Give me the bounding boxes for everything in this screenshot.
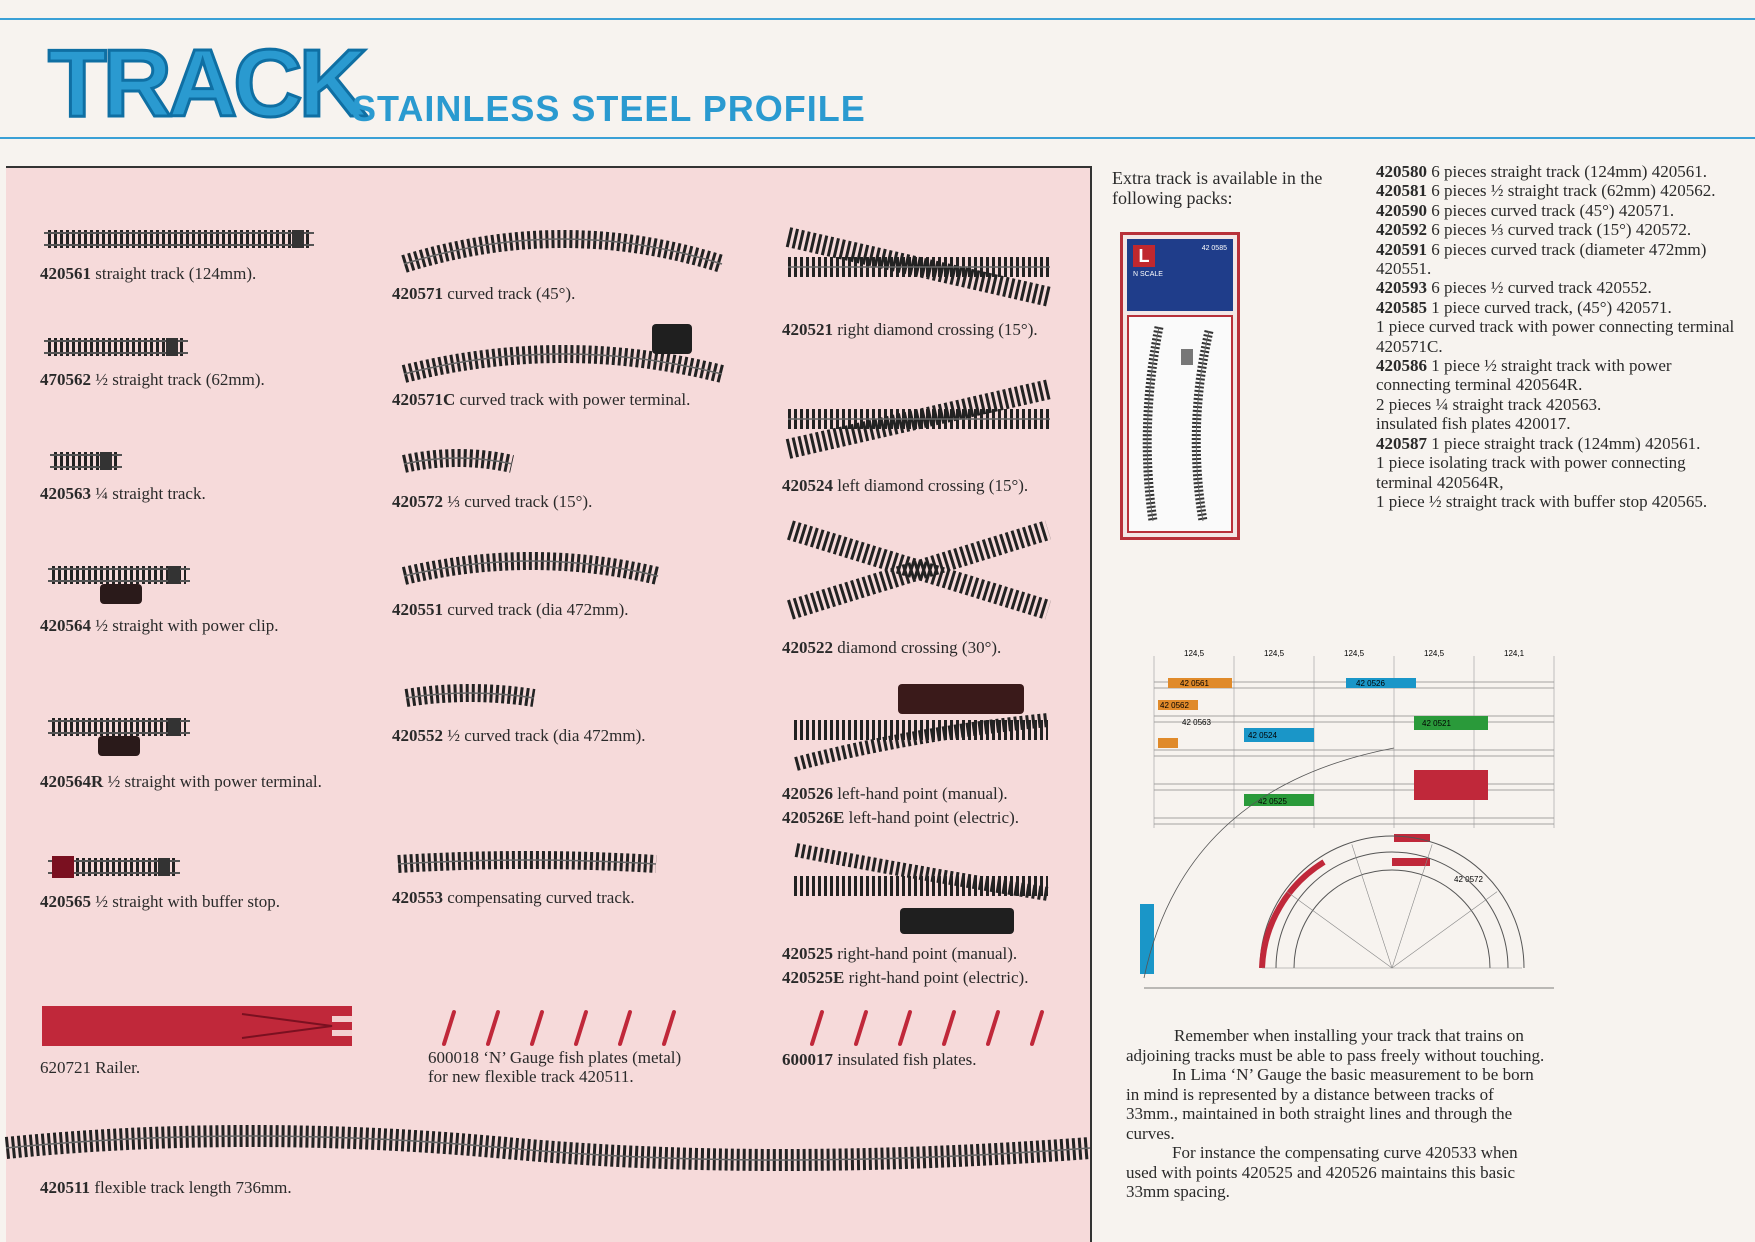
straight-track-420561-image xyxy=(44,224,314,254)
spacing-note-paragraph-3: For instance the compensating curve 420533 when used with points 420525 and 420526 maintains this basic 33mm spacing. xyxy=(1126,1143,1518,1201)
pack-code: 420586 xyxy=(1376,356,1427,376)
pack-item xyxy=(1376,317,1736,356)
left-diamond-crossing-420524-image xyxy=(784,376,1054,462)
diagram-track-label: 42 0572 xyxy=(1454,875,1483,884)
spacing-note xyxy=(1126,1026,1546,1202)
straight-track-420564R-image xyxy=(48,712,190,742)
lima-logo: L xyxy=(1133,245,1155,267)
pack-code: 420591 xyxy=(1376,239,1427,259)
header-rule xyxy=(0,137,1755,139)
caption-420563: 420563 ¼ straight track. xyxy=(40,484,206,503)
pack-box-image xyxy=(1120,232,1240,540)
diagram-track-label: 42 0524 xyxy=(1248,731,1277,740)
right-diamond-crossing-420521-image xyxy=(784,224,1054,310)
spacing-note-paragraph-1: Remember when installing your track that trains on adjoining tracks must be able to pass freely without touching. xyxy=(1126,1026,1545,1065)
diagram-dim-label: 124,5 xyxy=(1344,649,1365,658)
track-logo xyxy=(48,30,364,137)
diagram-dim-label: 124,5 xyxy=(1264,649,1285,658)
pack-desc: 1 piece curved track with power connecting terminal 420571C. xyxy=(1376,317,1735,356)
header-top-rule xyxy=(0,18,1755,20)
diagram-track-label: 42 0526 xyxy=(1356,679,1385,688)
pack-item xyxy=(1376,356,1736,395)
caption-420552: 420552 ½ curved track (dia 472mm). xyxy=(392,726,646,745)
curved-track-420551-image xyxy=(398,542,664,584)
pack-desc: 6 pieces straight track (124mm) 420561. xyxy=(1427,162,1707,181)
pack-desc: 1 piece ½ straight track with buffer stop 420565. xyxy=(1376,491,1708,511)
pack-item xyxy=(1376,492,1736,511)
page-subtitle: STAINLESS STEEL PROFILE xyxy=(352,88,866,129)
pack-item xyxy=(1376,298,1736,317)
pack-item xyxy=(1376,453,1736,492)
caption-620721: 620721 Railer. xyxy=(40,1058,141,1077)
caption-600017: 600017 insulated fish plates. xyxy=(782,1050,977,1069)
caption-420524: 420524 left diamond crossing (15°). xyxy=(782,476,1029,495)
caption-420551: 420551 curved track (dia 472mm). xyxy=(392,600,629,619)
curved-track-420572-image xyxy=(398,436,518,472)
pack-desc: 1 piece curved track, (45°) 420571. xyxy=(1427,297,1672,317)
curved-track-420571C-image xyxy=(398,318,728,382)
pack-item xyxy=(1376,278,1736,297)
caption-420511: 420511 flexible track length 736mm. xyxy=(40,1178,292,1197)
pack-box-tracks-icon xyxy=(1129,317,1231,531)
caption-420564: 420564 ½ straight with power clip. xyxy=(40,616,279,635)
diagram-dim-label: 124,5 xyxy=(1424,649,1445,658)
caption-420571C: 420571C curved track with power terminal. xyxy=(392,390,691,409)
pack-desc: 1 piece ½ straight track with power connecting terminal 420564R. xyxy=(1376,356,1672,395)
diagram-track-label: 42 0563 xyxy=(1182,718,1211,727)
fish-plates-600018-image xyxy=(432,1008,672,1048)
pack-item xyxy=(1376,181,1736,200)
pack-desc: 1 piece isolating track with power connecting terminal 420564R, xyxy=(1376,453,1686,492)
pack-desc: 1 piece straight track (124mm) 420561. xyxy=(1427,433,1701,453)
caption-420571: 420571 curved track (45°). xyxy=(392,284,576,303)
pack-code: 420581 xyxy=(1376,181,1427,201)
pack-box-contents xyxy=(1127,315,1233,533)
pack-desc: 6 pieces curved track (45°) 420571. xyxy=(1427,200,1675,220)
pack-item xyxy=(1376,414,1736,433)
pack-list xyxy=(1376,162,1736,511)
pack-desc: 6 pieces ½ curved track 420552. xyxy=(1427,278,1652,298)
caption-420526: 420526 left-hand point (manual). 420526E left-hand point (electric). xyxy=(782,784,1019,827)
diagram-track-label: 42 0521 xyxy=(1422,719,1451,728)
straight-track-470562-image xyxy=(44,332,188,362)
caption-420564R: 420564R ½ straight with power terminal. xyxy=(40,772,322,791)
compensating-curve-420553-image xyxy=(392,836,662,872)
pack-desc: 6 pieces ⅓ curved track (15°) 420572. xyxy=(1427,220,1692,240)
flexible-track-420511-image xyxy=(6,1118,1090,1178)
caption-600018: 600018 ‘N’ Gauge fish plates (metal) for new flexible track 420511. xyxy=(428,1048,682,1086)
diagram-track-label: 42 0525 xyxy=(1258,797,1287,806)
pack-item xyxy=(1376,395,1736,414)
pack-code: 420593 xyxy=(1376,278,1427,298)
pack-item xyxy=(1376,220,1736,239)
pack-item xyxy=(1376,240,1736,279)
spacing-note-paragraph-2: In Lima ‘N’ Gauge the basic measurement to be born in mind is represented by a distance between tracks of 33mm., maintained in both straight lines and through the curves. xyxy=(1126,1065,1534,1143)
pack-box-scale: N SCALE xyxy=(1133,271,1163,278)
curved-track-420571-image xyxy=(398,212,728,272)
straight-track-420564-image xyxy=(48,560,190,590)
caption-420565: 420565 ½ straight with buffer stop. xyxy=(40,892,281,911)
diagram-dim-label: 124,1 xyxy=(1504,649,1525,658)
diamond-crossing-420522-image xyxy=(784,520,1054,620)
caption-420553: 420553 compensating curved track. xyxy=(392,888,635,907)
pack-desc: 6 pieces curved track (diameter 472mm) 420551. xyxy=(1376,239,1707,279)
pack-item xyxy=(1376,434,1736,453)
pack-code: 420590 xyxy=(1376,200,1427,220)
caption-420561: 420561 straight track (124mm). xyxy=(40,264,257,283)
svg-text:TRACK: TRACK xyxy=(48,30,364,137)
layout-diagram xyxy=(1124,648,1604,1010)
straight-track-420565-image xyxy=(48,852,180,882)
pack-item xyxy=(1376,162,1736,181)
right-hand-point-420525-image xyxy=(790,842,1052,938)
left-hand-point-420526-image xyxy=(790,680,1052,772)
curved-track-420552-image xyxy=(400,670,540,706)
diagram-track-label: 42 0562 xyxy=(1160,701,1189,710)
pack-desc: 6 pieces ½ straight track (62mm) 420562. xyxy=(1427,181,1716,201)
straight-track-420563-image xyxy=(50,446,122,476)
insulated-fish-plates-600017-image xyxy=(800,1008,1040,1048)
pack-box-code: 42 0585 xyxy=(1201,245,1227,252)
pack-box-header xyxy=(1127,239,1233,311)
caption-470562: 470562 ½ straight track (62mm). xyxy=(40,370,265,389)
caption-420572: 420572 ⅓ curved track (15°). xyxy=(392,492,593,511)
railer-620721-image xyxy=(42,1002,352,1048)
pack-code: 420580 xyxy=(1376,162,1427,181)
pack-code: 420587 xyxy=(1376,433,1427,453)
pack-code: 420585 xyxy=(1376,297,1427,317)
diagram-track-label: 42 0561 xyxy=(1180,679,1209,688)
packs-intro: Extra track is available in the following packs: xyxy=(1112,168,1323,208)
caption-420521: 420521 right diamond crossing (15°). xyxy=(782,320,1038,339)
caption-420525: 420525 right-hand point (manual). 420525E right-hand point (electric). xyxy=(782,944,1029,987)
pack-code: 420592 xyxy=(1376,220,1427,240)
diagram-dim-label: 124,5 xyxy=(1184,649,1205,658)
pack-item xyxy=(1376,201,1736,220)
caption-420522: 420522 diamond crossing (30°). xyxy=(782,638,1002,657)
pack-desc: 2 pieces ¼ straight track 420563. xyxy=(1376,394,1602,414)
pack-desc: insulated fish plates 420017. xyxy=(1376,414,1571,434)
